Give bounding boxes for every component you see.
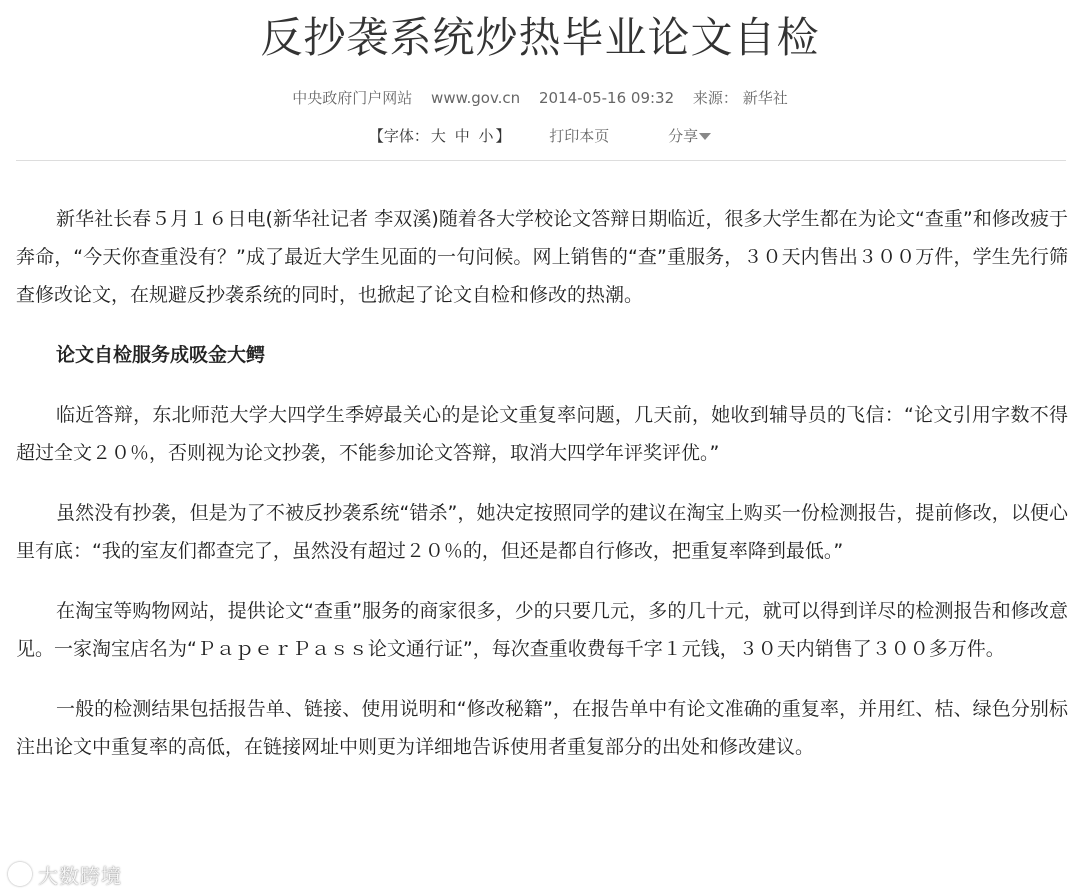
article-paragraph: 一般的检测结果包括报告单、链接、使用说明和“修改秘籍”，在报告单中有论文准确的重复率，并用红、桔、绿色分别标注出论文中重复率的高低，在链接网址中则更为详细地告诉使用者重复部分的出处和修改建议。: [16, 698, 1068, 758]
meta-url: www.gov.cn: [431, 89, 521, 107]
brand-logo-icon: [8, 862, 32, 886]
article-tools: [0, 124, 1080, 148]
meta-site: 中央政府门户网站: [292, 89, 413, 107]
meta-source: [693, 89, 788, 107]
chevron-down-icon: [699, 133, 711, 140]
article-paragraph: 虽然没有抄袭，但是为了不被反抄袭系统“错杀”，她决定按照同学的建议在淘宝上购买一份检测报告，提前修改，以便心里有底：“我的室友们都查完了，虽然没有超过２０％的，但还是都自行修改，把重复率降到最低。”: [16, 502, 1068, 562]
article-body: [16, 200, 1068, 788]
article-paragraph: 在淘宝等购物网站，提供论文“查重”服务的商家很多，少的只要几元，多的几十元，就可以得到详尽的检测报告和修改意见。一家淘宝店名为“ＰａｐｅｒＰａｓｓ论文通行证”，每次查重收费每千字１元钱，３０天内销售了３００多万件。: [16, 600, 1068, 660]
article-paragraph: 新华社长春５月１６日电(新华社记者 李双溪)随着各大学校论文答辩日期临近，很多大学生都在为论文“查重”和修改疲于奔命，“今天你查重没有？”成了最近大学生见面的一句问候。网上销售的“查”重服务，３０天内售出３００万件，学生先行筛查修改论文，在规避反抄袭系统的同时，也掀起了论文自检和修改的热潮。: [16, 208, 1068, 306]
font-size-large-link[interactable]: 大: [430, 127, 446, 145]
article-meta: [0, 86, 1080, 110]
meta-source-label: 来源：: [692, 89, 738, 107]
font-size-medium-link[interactable]: 中: [454, 127, 470, 145]
share-button[interactable]: [668, 127, 711, 145]
font-size-small-link[interactable]: 小: [478, 127, 494, 145]
meta-datetime: 2014-05-16 09:32: [538, 89, 675, 107]
font-size-label-suffix: 】: [495, 127, 511, 145]
watermark-text: 大数跨境: [38, 864, 122, 888]
font-size-label-prefix: 【字体：: [368, 127, 429, 145]
article-paragraph: 临近答辩，东北师范大学大四学生季婷最关心的是论文重复率问题，几天前，她收到辅导员的飞信：“论文引用字数不得超过全文２０％，否则视为论文抄袭，不能参加论文答辩，取消大四学年评奖评优。”: [16, 404, 1068, 464]
font-size-selector: [369, 127, 511, 145]
watermark: [8, 860, 122, 889]
print-page-link[interactable]: 打印本页: [549, 127, 610, 145]
header-divider: [16, 160, 1066, 161]
page-title: 反抄袭系统炒热毕业论文自检: [260, 13, 820, 62]
meta-source-value: 新华社: [742, 89, 788, 107]
article-subheading: 论文自检服务成吸金大鳄: [56, 344, 266, 366]
share-label: 分享: [668, 127, 699, 145]
